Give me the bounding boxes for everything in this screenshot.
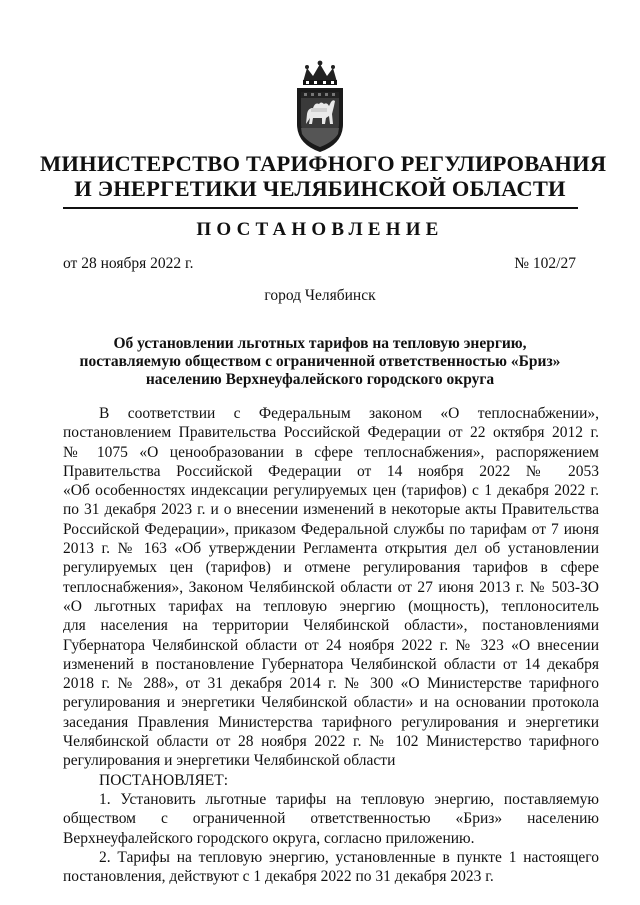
preamble-line: по 31 декабря 2023 г. и о внесении изменений в некоторые акты Правительства — [63, 501, 599, 519]
resolve-heading: ПОСТАНОВЛЯЕТ: — [99, 771, 229, 789]
preamble-line: 2013 г. № 163 «Об утверждении Регламента открытия дел об установлении — [63, 540, 599, 558]
ministry-name — [40, 151, 607, 201]
document-city: город Челябинск — [264, 287, 376, 304]
document-date: от 28 ноября 2022 г. — [63, 255, 194, 272]
document-type-title: ПОСТАНОВЛЕНИЕ — [196, 219, 444, 240]
preamble-line: регулируемых цен (тарифов) и отмене регулирования тарифов в сфере — [63, 559, 599, 577]
chelyabinsk-coat-of-arms-emblem — [293, 58, 347, 154]
preamble-line: Губернатора Челябинской области от 24 ноября 2022 г. № 323 «О внесении — [63, 636, 599, 654]
subject-line: поставляемую обществом с ограниченной ответственностью «Бриз» — [79, 353, 561, 370]
document-number: № 102/27 — [514, 255, 576, 272]
preamble-line: теплоснабжения», Законом Челябинской области от 27 июня 2013 г. № 503-ЗО — [63, 578, 599, 596]
item1-line: 1. Установить льготные тарифы на тепловую энергию, поставляемую — [99, 790, 599, 808]
preamble-line: «О льготных тарифах на тепловую энергию (мощность), теплоноситель — [63, 597, 599, 615]
preamble-line: для населения на территории Челябинской области», постановлениями — [63, 617, 599, 635]
preamble-line: регулирования и энергетики Челябинской области — [63, 752, 396, 770]
preamble-line: Челябинской области от 28 ноября 2022 г. № 102 Министерство тарифного — [63, 733, 599, 751]
subject-line: Об установлении льготных тарифов на тепловую энергию, — [113, 335, 527, 352]
item1-line: Верхнеуфалейского городского округа, согласно приложению. — [63, 829, 475, 847]
item2-line: 2. Тарифы на тепловую энергию, установленные в пункте 1 настоящего — [99, 848, 599, 866]
header-divider — [63, 207, 578, 209]
item1-line: обществом с ограниченной ответственностью «Бриз» населению — [63, 810, 599, 828]
document-body — [63, 404, 599, 886]
ministry-name-line2: И ЭНЕРГЕТИКИ ЧЕЛЯБИНСКОЙ ОБЛАСТИ — [74, 176, 566, 201]
preamble-line: 2018 г. № 288», от 31 декабря 2014 г. № 300 «О Министерстве тарифного — [63, 675, 599, 693]
preamble-line: изменений в постановление Губернатора Челябинской области от 14 декабря — [63, 655, 599, 673]
preamble-line: Правительства Российской Федерации от 14 ноября 2022 № 2053 — [63, 462, 599, 480]
subject-line: населению Верхнеуфалейского городского округа — [145, 371, 495, 388]
preamble-line: регулирования и энергетики Челябинской области» и на основании протокола — [63, 694, 599, 712]
preamble-line: Российской Федерации», приказом Федеральной службы по тарифам от 7 июня — [63, 520, 599, 538]
item2-line: постановления, действуют с 1 декабря 2022 по 31 декабря 2023 г. — [63, 868, 494, 886]
document-subject — [60, 335, 580, 389]
preamble-line: № 1075 «О ценообразовании в сфере теплоснабжения», распоряжением — [63, 443, 599, 461]
preamble-line: постановлением Правительства Российской Федерации от 22 октября 2012 г. — [63, 424, 599, 442]
preamble-line: заседания Правления Министерства тарифного регулирования и энергетики — [63, 713, 599, 731]
preamble-line: «Об особенностях индексации регулируемых цен (тарифов) с 1 декабря 2022 г. — [63, 482, 599, 500]
ministry-name-line1: МИНИСТЕРСТВО ТАРИФНОГО РЕГУЛИРОВАНИЯ — [40, 151, 607, 176]
preamble-line: В соответствии с Федеральным законом «О теплоснабжении», — [99, 405, 599, 422]
